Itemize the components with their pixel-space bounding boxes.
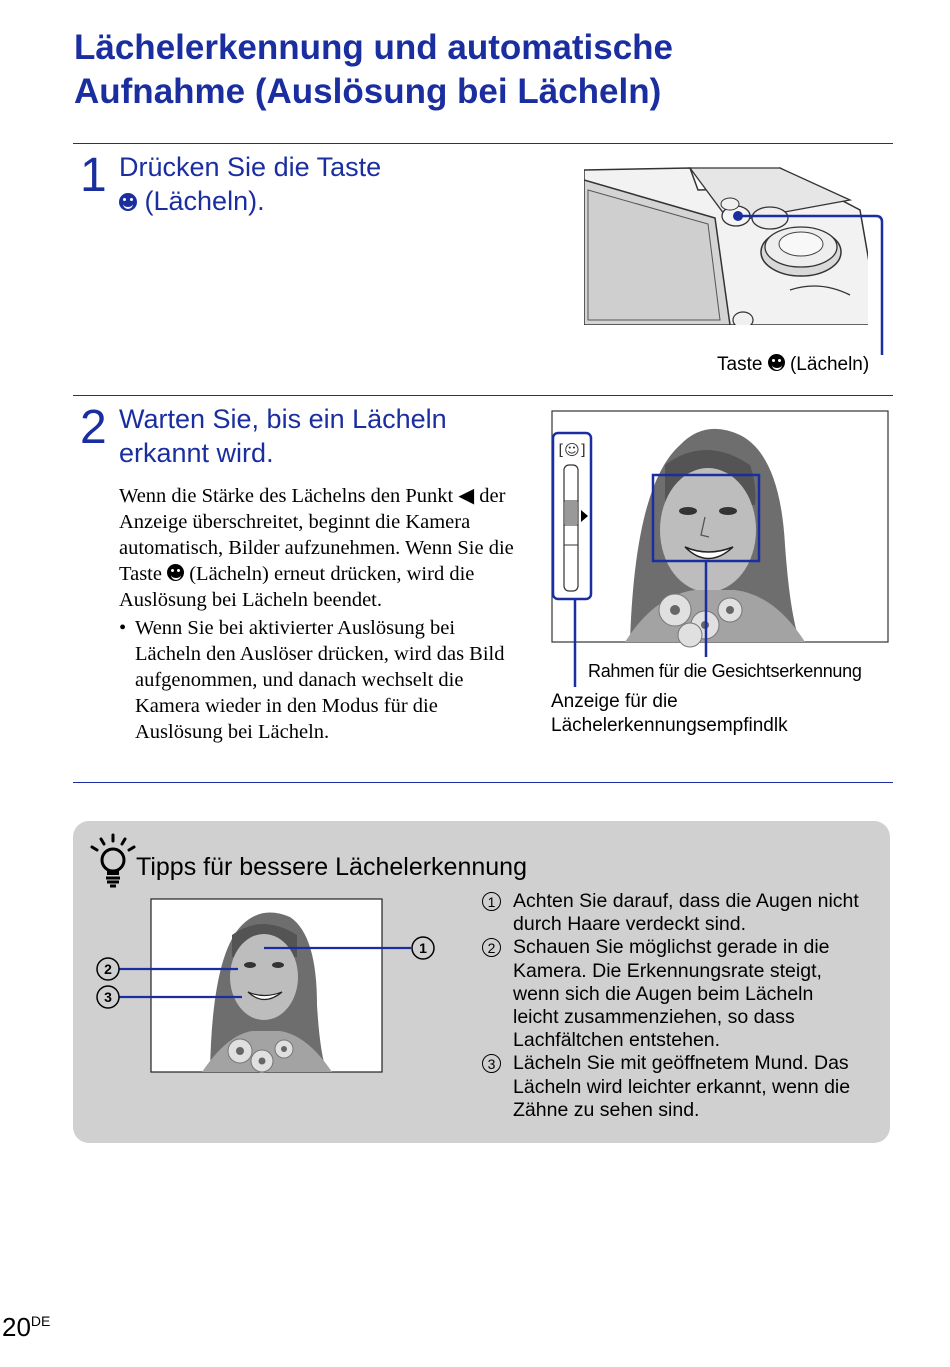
step-2-heading (119, 402, 529, 470)
callout-1-label: 1 (419, 940, 427, 956)
tips-list-item (482, 890, 862, 936)
sensitivity-indicator-caption-line-1: Anzeige für die (551, 691, 678, 712)
page-number-value: 20 (2, 1312, 31, 1342)
callout-2-label: 2 (104, 961, 112, 977)
sensitivity-indicator-caption (551, 690, 891, 738)
step-2-paragraph (119, 483, 519, 613)
step-2-paragraph-part-1: Wenn die Stärke des Lächelns den Punkt ◀ der Anzeige überschreitet, beginnt die Kamera automatisch, Bilder aufzunehmen. Wenn Sie die Taste (119, 485, 514, 585)
title-line-1: Lächelerkennung und automatische (74, 28, 673, 67)
tips-item-text: Schauen Sie möglichst gerade in die Kamera. Die Erkennungsrate steigt, wenn sich die Augen beim Lächeln leicht zusammenziehen, so dass Lachfältchen entstehen. (513, 936, 830, 1052)
smile-symbol-icon (167, 564, 184, 581)
tips-list-item (482, 936, 862, 1052)
lightbulb-tip-icon (86, 833, 136, 889)
page-number (2, 1306, 50, 1342)
camera-top-illustration (580, 160, 892, 380)
divider-step-2 (73, 395, 893, 396)
tips-item-text: Achten Sie darauf, dass die Augen nicht durch Haare verdeckt sind. (513, 890, 859, 936)
step-2-bullet: • Wenn Sie bei aktivierter Auslösung bei Lächeln den Auslöser drücken, wird das Bild aufgenommen, und danach wechselt die Kamera wieder in den Modus für die Auslösung bei Lächeln. (119, 615, 519, 745)
tips-list (482, 890, 862, 1122)
divider-bottom (73, 782, 893, 783)
tips-item-text: Lächeln Sie mit geöffnetem Mund. Das Lächeln wird leichter erkannt, wenn die Zähne zu sehen sind. (513, 1052, 851, 1121)
step-2-heading-line-2: erkannt wird. (119, 438, 274, 468)
step-2-heading-line-1: Warten Sie, bis ein Lächeln (119, 404, 447, 434)
step-2-body (119, 483, 519, 745)
tips-title: Tipps für bessere Lächelerkennung (136, 853, 527, 881)
step-1-heading-line-2: (Lächeln). (144, 186, 265, 216)
tips-item-number: 1 (482, 892, 501, 911)
sensitivity-indicator-caption-line-2: Lächelerkennungsempfindlk (551, 715, 788, 736)
lcd-smile-detection-illustration (545, 405, 895, 695)
tips-list-item (482, 1052, 862, 1122)
page-number-suffix: DE (30, 1313, 51, 1329)
smile-mode-icon: [☺] (558, 441, 586, 459)
step-1-number: 1 (80, 149, 107, 202)
page-title (74, 26, 894, 114)
smile-button-caption-suffix: (Lächeln) (789, 354, 870, 375)
tips-portrait-illustration (92, 895, 442, 1077)
step-1-heading (119, 150, 519, 218)
face-frame-caption: Rahmen für die Gesichtserkennung (588, 661, 862, 681)
smile-button-caption (717, 353, 897, 377)
smile-button-caption-prefix: Taste (717, 354, 763, 375)
smile-symbol-icon (768, 354, 785, 371)
divider-top (73, 143, 893, 144)
title-line-2: Aufnahme (Auslösung bei Lächeln) (74, 72, 662, 111)
callout-3-label: 3 (104, 989, 112, 1005)
step-2-paragraph-part-2: (Lächeln) erneut drücken, wird die Auslösung bei Lächeln beendet. (119, 563, 475, 611)
smile-button-icon (119, 193, 137, 211)
tips-item-number: 2 (482, 938, 501, 957)
step-1-heading-line-1: Drücken Sie die Taste (119, 152, 382, 182)
tips-item-number: 3 (482, 1054, 501, 1073)
step-2-number: 2 (80, 401, 107, 454)
